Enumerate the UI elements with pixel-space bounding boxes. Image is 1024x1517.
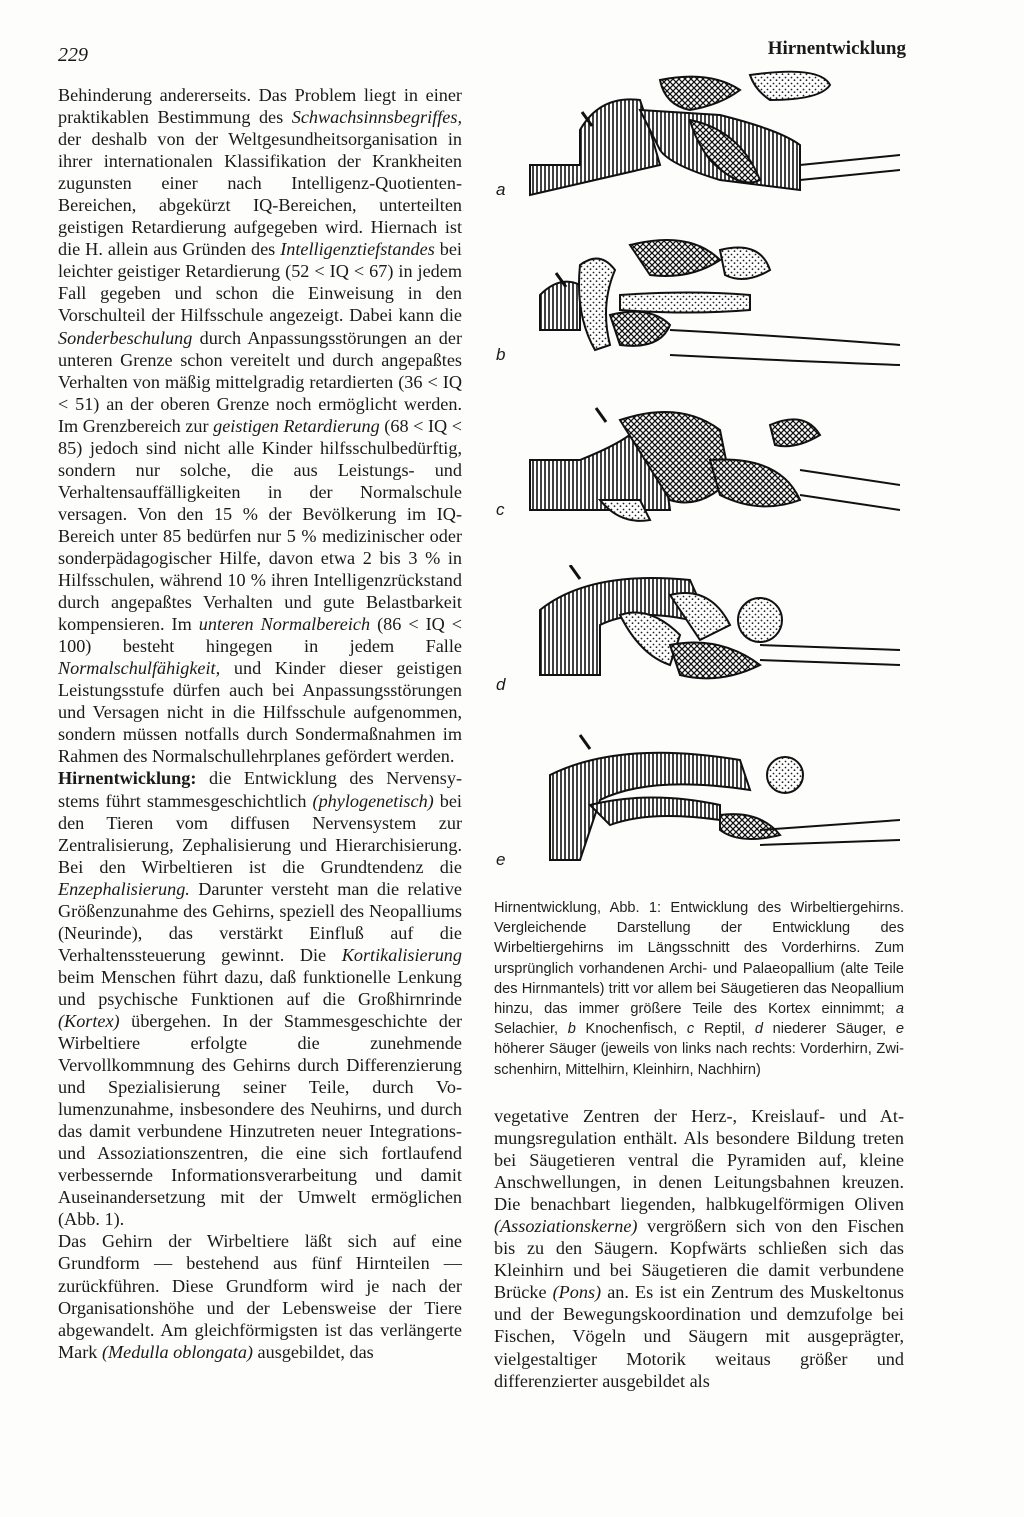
figure-caption: Hirnentwicklung, Abb. 1: Entwicklung des Wirbeltiergehirns. Vergleichende Darstellung der Entwicklung des Wirbeltiergehirns im Längsschnitt des Vorderhirns. Zum ursprünglich vorhandenen Archi- und Palaeopallium (alte Teile des Hirnmantels) tritt vor allem bei Säugetieren das Neopallium hinzu, das immer größere Teile des Kortex einnimmt; a Selachier, b Knochenfisch, c Reptil, d niederer Säuger, e höherer Säuger (jeweils von links nach rechts: Vorderhirn, Zwischenhirn, Mittelhirn, Kleinhirn, Nachhirn): [494, 900, 904, 1078]
figure-panel-d: [490, 565, 910, 715]
paragraph-continuation: vegetative Zentren der Herz-, Kreislauf- und Atmungsregulation enthält. Als besondere Bildung treten bei Säugetieren ventral die Pyramiden auf, kleine Anschwellungen, in denen Leitungsbahnen kreuzen. Die benachbart liegenden, halbkugelförmigen Oliven (Assoziationskerne) vergrößern sich von den Fischen bis zu den Säugern. Kopfwärts schließen sich das Kleinhirn und bei Säugetieren die damit verbundene Brücke (Pons) an. Es ist ein Zentrum des Muskeltonus und der Bewegungskoordination und demzufolge bei Fischen, Vögeln und Säugern mit ausgeprägter, vielgestaltiger Motorik weitaus größer und differenzierter ausgebildet als: [494, 1106, 904, 1391]
panel-d-drawing: [520, 565, 900, 715]
figure-panel-a: [490, 70, 910, 220]
panel-c-drawing: [520, 400, 900, 550]
left-column: [58, 84, 462, 1363]
entry-term: Hirnentwicklung:: [58, 768, 197, 789]
panel-label-e: e: [496, 850, 506, 869]
panel-label-c: c: [496, 500, 505, 519]
brain-development-figure: [490, 70, 910, 870]
panel-b-drawing: [520, 235, 900, 385]
paragraph-hirnentwicklung: Hirnentwicklung: die Entwicklung des Nervensystems führt stammesgeschichtlich (phylogenetisch) bei den Tieren vom diffusen Nervensystem zur Zentralisierung, Zephalisierung und Hierarchisierung. Bei den Wirbeltieren ist die Grundtendenz die Enzephalisierung. Darunter versteht man die relative Größenzunahme des Gehirns, speziell des Neopalliums (Neurinde), das verstärkt Einfluß auf die Verhaltenssteuerung gewinnt. Die Kortikalisierung beim Menschen führt dazu, daß funktionelle Lenkung und psychische Funktionen auf die Großhirnrinde (Kortex) übergehen. In der Stammesgeschichte der Wirbeltiere erfolgte die zunehmende Vervollkommnung des Gehirns durch Differenzierung und Spezialisierung seiner Teile, durch Volumenzunahme, insbesondere des Neuhirns, und durch das damit verbundene Hinzutreten neuer Integrations- und Assoziationszentren, die eine sich fortlaufend verbessernde Informationsverarbeitung und damit Auseinandersetzung mit der Umwelt ermöglichen (Abb. 1).: [58, 768, 462, 1230]
figure-panel-c: [490, 400, 910, 550]
running-head: Hirnentwicklung: [767, 38, 906, 59]
paragraph-grundform: Das Gehirn der Wirbeltiere läßt sich auf eine Grundform — bestehend aus fünf Hirnteilen — zurückführen. Diese Grundform wird je nach der Organisationshöhe und der Lebensweise der Tiere abgewandelt. Am gleichförmigsten ist das verlängerte Mark (Medulla oblongata) ausgebildet, das: [58, 1231, 462, 1362]
panel-label-b: b: [496, 345, 506, 364]
panel-e-drawing: [520, 730, 900, 880]
page-number: 229: [58, 44, 88, 66]
figure-panel-e: [490, 730, 910, 880]
panel-a-drawing: [520, 70, 900, 220]
panel-label-a: a: [496, 180, 506, 199]
right-column: [494, 1105, 904, 1392]
figure-panel-b: [490, 235, 910, 385]
paragraph-behinderung: Behinderung andererseits. Das Problem liegt in einer praktikablen Bestimmung des Schwachsinnsbegriffes, der deshalb von der Weltgesundheitsorganisation in ihrer internationalen Klassifikation der Krankheiten zugunsten einer nach Intelligenz-Quotienten-Bereichen, abgekürzt IQ-Bereichen, unterteilten geistigen Retardierung aufgegeben wird. Hiernach ist die H. allein aus Gründen des Intelligenztiefstandes bei leichter geistiger Retardierung (52 < IQ < 67) in jedem Fall gegeben und schon die Einweisung in den Vorschulteil der Hilfsschule angezeigt. Dabei kann die Sonderbeschulung durch Anpassungsstörungen an der unteren Grenze schon vereitelt und durch angepaßtes Verhalten von mäßig mittelgradig retardierten (36 < IQ < 51) an der oberen Grenze noch ermöglicht werden. Im Grenzbereich zur geistigen Retardierung (68 < IQ < 85) jedoch sind nicht alle Kinder hilfsschulbedürftig, sondern nur solche, die aus Leistungs- und Verhaltensauffälligkeiten in der Normalschule versagen. Von den 15 % der Bevölkerung im IQ-Bereich unter 85 bedürfen nur 5 % medizinischer oder sonderpädagogischer Hilfe, davon etwa 2 bis 3 % in Hilfsschulen, während 10 % ihren Intelligenzrückstand durch angepaßtes Verhalten und gute Belastbarkeit kompensieren. Im unteren Normalbereich (86 < IQ < 100) besteht hingegen in jedem Falle Normalschulfähigkeit, und Kinder dieser geistigen Leistungsstufe dürfen auch bei Anpassungsstörungen und Versagen nicht in die Hilfsschule aufgenommen, sondern müssen notfalls durch Sondermaßnahmen im Rahmen des Normalschullehrplanes gefördert werden.: [58, 85, 463, 767]
panel-label-d: d: [496, 675, 506, 694]
